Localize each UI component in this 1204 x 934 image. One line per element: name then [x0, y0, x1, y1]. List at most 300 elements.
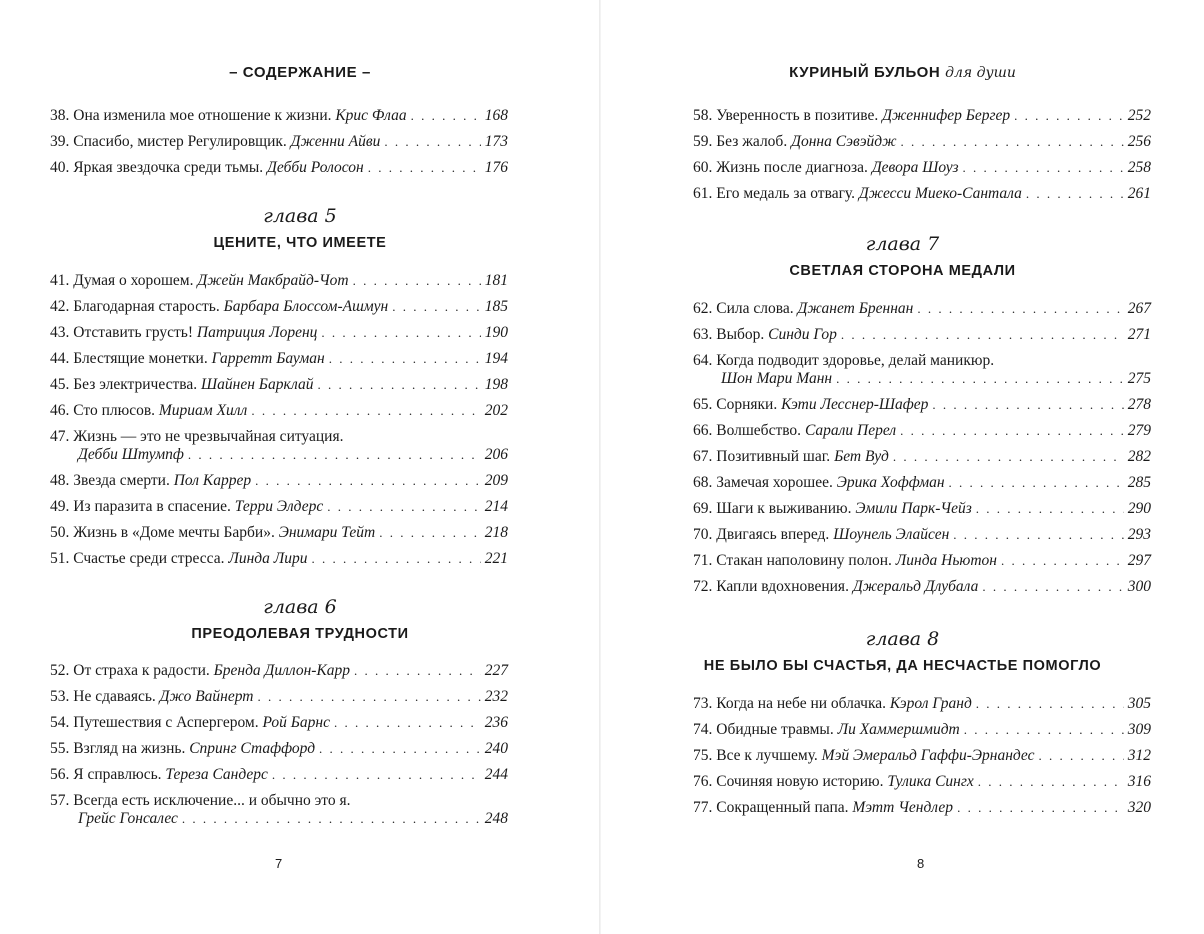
entry-number: 39. — [50, 133, 70, 150]
entry-title: Сила слова. — [716, 300, 794, 317]
leader-dots — [334, 710, 481, 736]
entry-title: Путешествия с Аспергером. — [73, 714, 259, 731]
toc-entry — [50, 792, 508, 828]
entry-title: Из паразита в спасение. — [73, 498, 231, 515]
entry-text — [693, 496, 972, 522]
entry-title: Без жалоб. — [716, 133, 788, 150]
entry-text — [50, 658, 350, 684]
toc-block-chapter-6 — [50, 658, 508, 832]
entry-author: Шайнен Барклай — [201, 376, 314, 393]
entry-page: 181 — [484, 272, 508, 289]
entry-number: 41. — [50, 272, 70, 289]
entry-author: Джеральд Длубала — [852, 578, 979, 595]
entry-author: Джейн Макбрайд-Чот — [197, 272, 349, 289]
entry-page: 309 — [1127, 721, 1151, 738]
entry-page: 221 — [484, 550, 508, 567]
entry-title: Всегда есть исключение... и обычно это я. — [73, 792, 351, 809]
entry-author: Шон Мари Манн — [721, 370, 833, 387]
toc-entry — [693, 181, 1151, 207]
entry-number: 48. — [50, 472, 70, 489]
entry-page: 202 — [484, 402, 508, 419]
entry-text — [50, 155, 364, 181]
entry-title: Двигаясь вперед. — [716, 526, 830, 543]
toc-entry — [50, 684, 508, 710]
toc-entry — [693, 574, 1151, 600]
toc-entry — [693, 392, 1151, 418]
entry-title: Шаги к выживанию. — [716, 500, 852, 517]
entry-number: 66. — [693, 422, 713, 439]
leader-dots — [949, 470, 1124, 496]
entry-number: 59. — [693, 133, 713, 150]
entry-page: 258 — [1127, 159, 1151, 176]
entry-page: 194 — [484, 350, 508, 367]
entry-text — [693, 418, 896, 444]
entry-author: Мэтт Чендлер — [852, 799, 954, 816]
entry-page: 300 — [1127, 578, 1151, 595]
entry-author: Барбара Блоссом-Ашмун — [223, 298, 389, 315]
leader-dots — [1039, 743, 1124, 769]
entry-text — [50, 268, 349, 294]
leader-dots — [841, 322, 1124, 348]
entry-author: Эмили Парк-Чейз — [855, 500, 972, 517]
entry-page: 176 — [484, 159, 508, 176]
toc-entry — [693, 103, 1151, 129]
entry-author: Крис Флаа — [335, 107, 407, 124]
entry-page: 305 — [1127, 695, 1151, 712]
entry-author: Шоунель Элайсен — [833, 526, 950, 543]
entry-text — [50, 103, 407, 129]
entry-text — [50, 294, 388, 320]
entry-text — [693, 691, 972, 717]
entry-number: 52. — [50, 662, 70, 679]
entry-number: 38. — [50, 107, 70, 124]
entry-text — [50, 710, 330, 736]
entry-text — [50, 372, 313, 398]
leader-dots — [963, 155, 1124, 181]
leader-dots — [964, 717, 1124, 743]
entry-text — [693, 795, 953, 821]
entry-title: Все к лучшему. — [716, 747, 818, 764]
entry-title: Жизнь — это не чрезвычайная ситуация. — [73, 428, 344, 445]
toc-entry — [50, 103, 508, 129]
leader-dots — [982, 574, 1123, 600]
leader-dots — [353, 268, 481, 294]
chapter-8-heading — [601, 628, 1204, 674]
toc-entry — [693, 548, 1151, 574]
entry-page: 297 — [1127, 552, 1151, 569]
leader-dots — [272, 762, 481, 788]
chapter-label: глава 7 — [865, 233, 940, 255]
chapter-title: ЦЕНИТЕ, ЧТО ИМЕЕТЕ — [213, 235, 387, 251]
entry-number: 75. — [693, 747, 713, 764]
toc-entry — [693, 769, 1151, 795]
entry-page: 256 — [1127, 133, 1151, 150]
entry-page: 275 — [1127, 370, 1151, 387]
toc-entry-line — [50, 446, 508, 464]
entry-number: 71. — [693, 552, 713, 569]
entry-author: Тулика Сингх — [887, 773, 974, 790]
entry-author: Пол Каррер — [173, 472, 252, 489]
entry-text — [693, 470, 945, 496]
entry-page: 209 — [484, 472, 508, 489]
entry-text — [693, 522, 949, 548]
leader-dots — [901, 129, 1124, 155]
entry-author: Дебби Ролосон — [267, 159, 364, 176]
toc-entry — [693, 795, 1151, 821]
entry-number: 68. — [693, 474, 713, 491]
entry-author: Спринг Стаффорд — [189, 740, 316, 757]
entry-title: Счастье среди стресса. — [73, 550, 225, 567]
entry-page: 248 — [484, 810, 508, 827]
entry-number: 44. — [50, 350, 70, 367]
chapter-label: глава 8 — [865, 628, 940, 650]
entry-title: Жизнь после диагноза. — [716, 159, 868, 176]
toc-entry — [50, 398, 508, 424]
toc-block-chapter-8 — [693, 691, 1151, 821]
toc-entry — [693, 418, 1151, 444]
toc-entry — [693, 717, 1151, 743]
toc-entry — [50, 372, 508, 398]
entry-page: 185 — [484, 298, 508, 315]
entry-text — [693, 322, 837, 348]
chapter-title: ПРЕОДОЛЕВАЯ ТРУДНОСТИ — [191, 626, 409, 642]
entry-page: 168 — [484, 107, 508, 124]
entry-number: 42. — [50, 298, 70, 315]
entry-title: Стакан наполовину полон. — [716, 552, 892, 569]
toc-entry — [50, 468, 508, 494]
entry-author: Патриция Лоренц — [196, 324, 318, 341]
entry-text — [693, 769, 974, 795]
entry-title: Я справлюсь. — [73, 766, 162, 783]
toc-entry — [50, 762, 508, 788]
entry-title: Блестящие монетки. — [73, 350, 208, 367]
leader-dots — [900, 418, 1124, 444]
entry-author: Бет Вуд — [834, 448, 889, 465]
toc-entry — [693, 296, 1151, 322]
entry-author: Энимари Тейт — [278, 524, 376, 541]
running-header-right — [601, 64, 1204, 81]
entry-page: 190 — [484, 324, 508, 341]
toc-entry — [693, 155, 1151, 181]
entry-author: Донна Сэвэйдж — [791, 133, 897, 150]
toc-entry — [50, 294, 508, 320]
entry-title: Обидные травмы. — [716, 721, 834, 738]
toc-entry — [693, 522, 1151, 548]
toc-block-chapter-7 — [693, 296, 1151, 600]
entry-text — [50, 684, 253, 710]
entry-number: 77. — [693, 799, 713, 816]
leader-dots — [1001, 548, 1124, 574]
entry-author: Рой Барнс — [262, 714, 330, 731]
toc-entry — [50, 320, 508, 346]
toc-block-chapter-5 — [50, 268, 508, 572]
entry-number: 50. — [50, 524, 70, 541]
entry-title: Сорняки. — [716, 396, 778, 413]
page-number-left: 7 — [275, 856, 283, 871]
toc-entry — [50, 155, 508, 181]
header-script: для души — [945, 65, 1016, 81]
entry-page: 232 — [484, 688, 508, 705]
leader-dots — [976, 496, 1124, 522]
running-header-left: – СОДЕРЖАНИЕ – — [229, 64, 371, 81]
entry-title: Сочиняя новую историю. — [716, 773, 884, 790]
entry-author: Сарали Перел — [804, 422, 897, 439]
entry-page: 198 — [484, 376, 508, 393]
entry-title: Выбор. — [716, 326, 765, 343]
entry-author: Джесси Миеко-Сантала — [858, 185, 1022, 202]
entry-page: 244 — [484, 766, 508, 783]
toc-block-top-right — [693, 103, 1151, 207]
leader-dots — [257, 684, 480, 710]
entry-title: Замечая хорошее. — [716, 474, 833, 491]
chapter-title: СВЕТЛАЯ СТОРОНА МЕДАЛИ — [789, 263, 1016, 279]
entry-page: 290 — [1127, 500, 1151, 517]
entry-page: 316 — [1127, 773, 1151, 790]
entry-number: 47. — [50, 428, 70, 445]
chapter-label: глава 5 — [263, 205, 337, 227]
entry-number: 43. — [50, 324, 70, 341]
entry-page: 261 — [1127, 185, 1151, 202]
entry-number: 56. — [50, 766, 70, 783]
entry-number: 61. — [693, 185, 713, 202]
entry-number: 76. — [693, 773, 713, 790]
entry-page: 279 — [1127, 422, 1151, 439]
leader-dots — [188, 446, 481, 464]
entry-text — [50, 546, 308, 572]
entry-author: Дженни Айви — [290, 133, 381, 150]
entry-title: Капли вдохновения. — [716, 578, 849, 595]
entry-author: Грейс Гонсалес — [78, 810, 178, 827]
toc-entry-line — [693, 370, 1151, 388]
leader-dots — [957, 795, 1124, 821]
entry-title: От страха к радости. — [73, 662, 210, 679]
entry-page: 278 — [1127, 396, 1151, 413]
chapter-7-heading — [601, 233, 1204, 279]
toc-entry — [50, 520, 508, 546]
entry-title: Сто плюсов. — [73, 402, 156, 419]
leader-dots — [321, 320, 480, 346]
leader-dots — [255, 468, 481, 494]
entry-page: 173 — [484, 133, 508, 150]
entry-number: 58. — [693, 107, 713, 124]
entry-number: 40. — [50, 159, 70, 176]
entry-number: 74. — [693, 721, 713, 738]
entry-page: 214 — [484, 498, 508, 515]
toc-entry — [693, 444, 1151, 470]
entry-title: Позитивный шаг. — [716, 448, 831, 465]
toc-entry — [693, 743, 1151, 769]
entry-title: Без электричества. — [73, 376, 198, 393]
entry-title: Не сдаваясь. — [73, 688, 156, 705]
entry-number: 54. — [50, 714, 70, 731]
leader-dots — [953, 522, 1123, 548]
toc-entry-line — [50, 428, 508, 446]
entry-author: Джо Вайнерт — [159, 688, 254, 705]
entry-title: Уверенность в позитиве. — [716, 107, 879, 124]
entry-author: Гарретт Бауман — [211, 350, 325, 367]
leader-dots — [1014, 103, 1124, 129]
chapter-5-heading — [0, 205, 600, 251]
entry-author: Девора Шоуз — [871, 159, 959, 176]
entry-text — [50, 129, 380, 155]
toc-entry — [693, 496, 1151, 522]
chapter-6-heading — [0, 596, 600, 642]
toc-entry — [693, 691, 1151, 717]
entry-page: 271 — [1127, 326, 1151, 343]
page-number-right: 8 — [917, 856, 925, 871]
leader-dots — [392, 294, 481, 320]
entry-title: Благодарная старость. — [73, 298, 220, 315]
toc-entry — [50, 346, 508, 372]
entry-number: 51. — [50, 550, 70, 567]
entry-page: 236 — [484, 714, 508, 731]
toc-entry — [693, 352, 1151, 388]
entry-title: Думая о хорошем. — [73, 272, 194, 289]
leader-dots — [917, 296, 1123, 322]
entry-page: 267 — [1127, 300, 1151, 317]
entry-number: 57. — [50, 792, 70, 809]
entry-text — [50, 398, 247, 424]
entry-text — [50, 468, 251, 494]
toc-entry — [50, 428, 508, 464]
entry-number: 72. — [693, 578, 713, 595]
entry-title: Взгляд на жизнь. — [73, 740, 186, 757]
toc-entry — [50, 494, 508, 520]
leader-dots — [384, 129, 480, 155]
entry-number: 62. — [693, 300, 713, 317]
leader-dots — [319, 736, 481, 762]
entry-number: 63. — [693, 326, 713, 343]
entry-author: Ли Хаммершмидт — [837, 721, 960, 738]
leader-dots — [182, 810, 481, 828]
entry-title: Его медаль за отвагу. — [716, 185, 856, 202]
entry-number: 73. — [693, 695, 713, 712]
entry-title: Яркая звездочка среди тьмы. — [73, 159, 264, 176]
toc-block-top-left — [50, 103, 508, 181]
entry-text — [693, 444, 889, 470]
entry-author: Дебби Штумпф — [78, 446, 184, 463]
entry-page: 252 — [1127, 107, 1151, 124]
right-page — [601, 0, 1204, 934]
entry-text — [693, 296, 913, 322]
entry-text — [50, 320, 317, 346]
entry-page: 293 — [1127, 526, 1151, 543]
entry-text — [693, 181, 1022, 207]
entry-text — [693, 392, 928, 418]
leader-dots — [354, 658, 481, 684]
entry-title: Звезда смерти. — [73, 472, 170, 489]
entry-text — [693, 103, 1010, 129]
entry-number: 67. — [693, 448, 713, 465]
toc-entry — [693, 322, 1151, 348]
leader-dots — [251, 398, 480, 424]
leader-dots — [836, 370, 1124, 388]
entry-number: 55. — [50, 740, 70, 757]
toc-entry — [50, 710, 508, 736]
entry-text — [693, 548, 997, 574]
entry-author: Эрика Хоффман — [836, 474, 945, 491]
header-title: КУРИНЫЙ БУЛЬОН — [789, 64, 941, 81]
leader-dots — [1026, 181, 1124, 207]
entry-author: Джанет Бреннан — [797, 300, 914, 317]
entry-author: Бренда Диллон-Карр — [213, 662, 351, 679]
entry-number: 70. — [693, 526, 713, 543]
toc-entry — [50, 546, 508, 572]
entry-text — [693, 743, 1035, 769]
entry-page: 206 — [484, 446, 508, 463]
entry-title: Жизнь в «Доме мечты Барби». — [73, 524, 275, 541]
toc-entry — [50, 268, 508, 294]
entry-number: 69. — [693, 500, 713, 517]
leader-dots — [368, 155, 481, 181]
entry-number: 64. — [693, 352, 713, 369]
entry-title: Отставить грусть! — [73, 324, 193, 341]
toc-entry — [50, 129, 508, 155]
left-page — [0, 0, 600, 934]
entry-number: 45. — [50, 376, 70, 393]
entry-page: 285 — [1127, 474, 1151, 491]
leader-dots — [978, 769, 1124, 795]
toc-entry — [693, 470, 1151, 496]
entry-number: 49. — [50, 498, 70, 515]
entry-title: Сокращенный папа. — [716, 799, 849, 816]
entry-page: 227 — [484, 662, 508, 679]
leader-dots — [312, 546, 481, 572]
toc-entry-line — [50, 792, 508, 810]
entry-page: 240 — [484, 740, 508, 757]
leader-dots — [976, 691, 1124, 717]
entry-number: 53. — [50, 688, 70, 705]
chapter-title: НЕ БЫЛО БЫ СЧАСТЬЯ, ДА НЕСЧАСТЬЕ ПОМОГЛО — [703, 658, 1102, 674]
entry-author: Мириам Хилл — [158, 402, 248, 419]
leader-dots — [329, 346, 481, 372]
entry-page: 312 — [1127, 747, 1151, 764]
entry-number: 65. — [693, 396, 713, 413]
toc-entry — [50, 658, 508, 684]
entry-text — [50, 762, 268, 788]
entry-title: Волшебство. — [716, 422, 802, 439]
entry-author: Синди Гор — [768, 326, 837, 343]
entry-text — [693, 155, 959, 181]
leader-dots — [932, 392, 1123, 418]
entry-text — [50, 520, 375, 546]
entry-number: 46. — [50, 402, 70, 419]
entry-author: Линда Ньютон — [895, 552, 997, 569]
toc-entry — [693, 129, 1151, 155]
entry-text — [50, 736, 315, 762]
entry-number: 60. — [693, 159, 713, 176]
entry-text — [693, 574, 978, 600]
entry-author: Кэрол Гранд — [889, 695, 972, 712]
leader-dots — [893, 444, 1124, 470]
entry-page: 282 — [1127, 448, 1151, 465]
toc-entry-line — [693, 352, 1151, 370]
entry-author: Кэти Лесснер-Шафер — [781, 396, 929, 413]
entry-text — [50, 346, 325, 372]
leader-dots — [411, 103, 481, 129]
toc-entry — [50, 736, 508, 762]
entry-title: Когда подводит здоровье, делай маникюр. — [716, 352, 995, 369]
entry-title: Спасибо, мистер Регулировщик. — [73, 133, 287, 150]
entry-title: Когда на небе ни облачка. — [716, 695, 887, 712]
entry-author: Дженнифер Бергер — [882, 107, 1011, 124]
leader-dots — [317, 372, 480, 398]
entry-page: 320 — [1127, 799, 1151, 816]
entry-page: 218 — [484, 524, 508, 541]
entry-author: Линда Лири — [228, 550, 308, 567]
entry-author: Тереза Сандерс — [165, 766, 268, 783]
leader-dots — [379, 520, 481, 546]
